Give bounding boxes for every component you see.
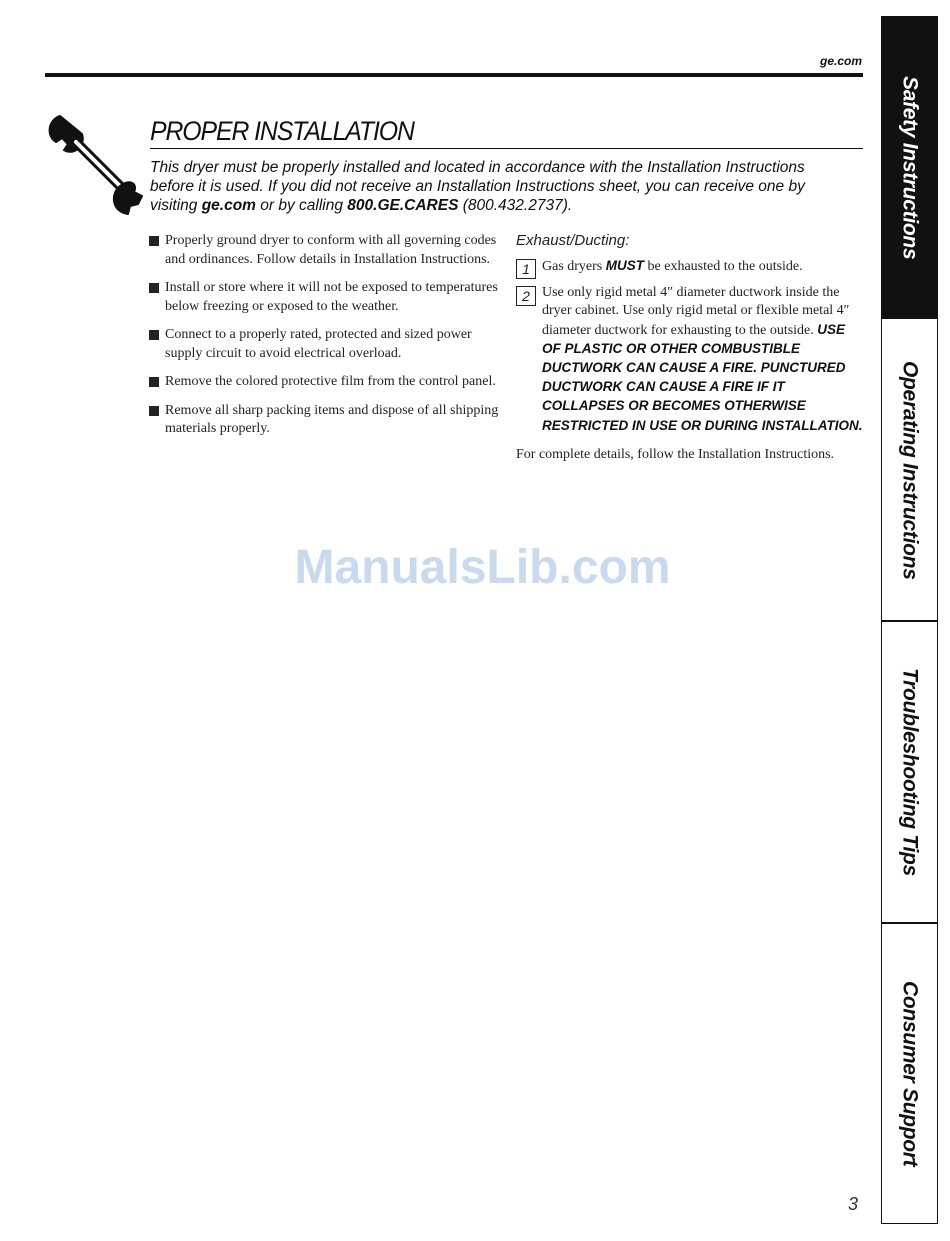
section-tabs [881,16,938,1224]
intro-paragraph [150,158,850,215]
exhaust-section [516,232,864,464]
bullet-item [149,373,504,392]
exhaust-note: For complete details, follow the Installation Instructions. [516,446,835,462]
bullet-text: Connect to a properly rated, protected and sized power supply circuit to avoid electrical overload. [165,327,472,361]
step-text: Gas dryers [542,259,606,274]
bullet-text: Remove all sharp packing items and dispose of all shipping materials properly. [165,402,499,436]
bullet-square-icon [149,283,159,293]
tab-consumer-support[interactable] [882,924,937,1223]
section-title: PROPER INSTALLATION [150,116,414,146]
bullet-text: Remove the colored protective film from the control panel. [165,374,496,389]
intro-text-3: (800.432.2737). [458,197,573,214]
step-text: Use only rigid metal 4″ diameter ductwork inside the dryer cabinet. Use only rigid metal or flexible metal 4″ diameter ductwork for exhausting to the outside. [542,285,850,338]
header-rule [45,73,863,77]
bullet-item [149,232,504,269]
bullet-text: Properly ground dryer to conform with all governing codes and ordinances. Follow details in Installation Instructions. [165,233,497,267]
installation-bullets [149,232,504,449]
site-url[interactable]: ge.com [819,54,862,68]
page-number: 3 [848,1194,859,1214]
step-emphasis: MUST [605,258,645,273]
exhaust-heading: Exhaust/Ducting: [516,232,630,249]
tab-troubleshooting-tips[interactable] [882,622,937,922]
tab-operating-instructions[interactable] [882,319,937,621]
intro-text-2: or by calling [255,197,348,214]
tab-label: Consumer Support [898,980,922,1167]
exhaust-step-1 [516,257,864,276]
exhaust-step-2 [516,284,864,436]
bullet-item [149,326,504,363]
wrench-icon [40,108,150,220]
step-text: be exhausted to the outside. [644,259,803,274]
tab-label: Troubleshooting Tips [898,668,922,876]
bullet-item [149,402,504,439]
intro-text-1: This dryer must be properly installed and located in accordance with the Installation Instructions before it is used. If you did not receive an Installation Instructions sheet, you can receive one by visiting [150,159,805,214]
bullet-square-icon [149,406,159,416]
tab-label: Safety Instructions [898,76,922,260]
website-link[interactable]: ge.com [201,197,256,214]
bullet-square-icon [149,330,159,340]
phone-number: 800.GE.CARES [347,197,459,214]
step-number: 1 [516,259,536,279]
step-number: 2 [516,286,536,306]
bullet-square-icon [149,236,159,246]
bullet-item [149,279,504,316]
tab-label: Operating Instructions [898,360,922,580]
tab-safety-instructions[interactable] [882,17,937,319]
watermark: ManualsLib.com [294,541,671,594]
bullet-text: Install or store where it will not be exposed to temperatures below freezing or exposed to the weather. [165,280,498,314]
bullet-square-icon [149,377,159,387]
title-rule [150,148,863,149]
fire-warning: USE OF PLASTIC OR OTHER COMBUSTIBLE DUCTWORK CAN CAUSE A FIRE. PUNCTURED DUCTWORK CAN CAUSE A FIRE IF IT COLLAPSES OR BECOMES OTHERWISE RESTRICTED IN USE OR DURING INSTALLATION. [542,321,863,433]
